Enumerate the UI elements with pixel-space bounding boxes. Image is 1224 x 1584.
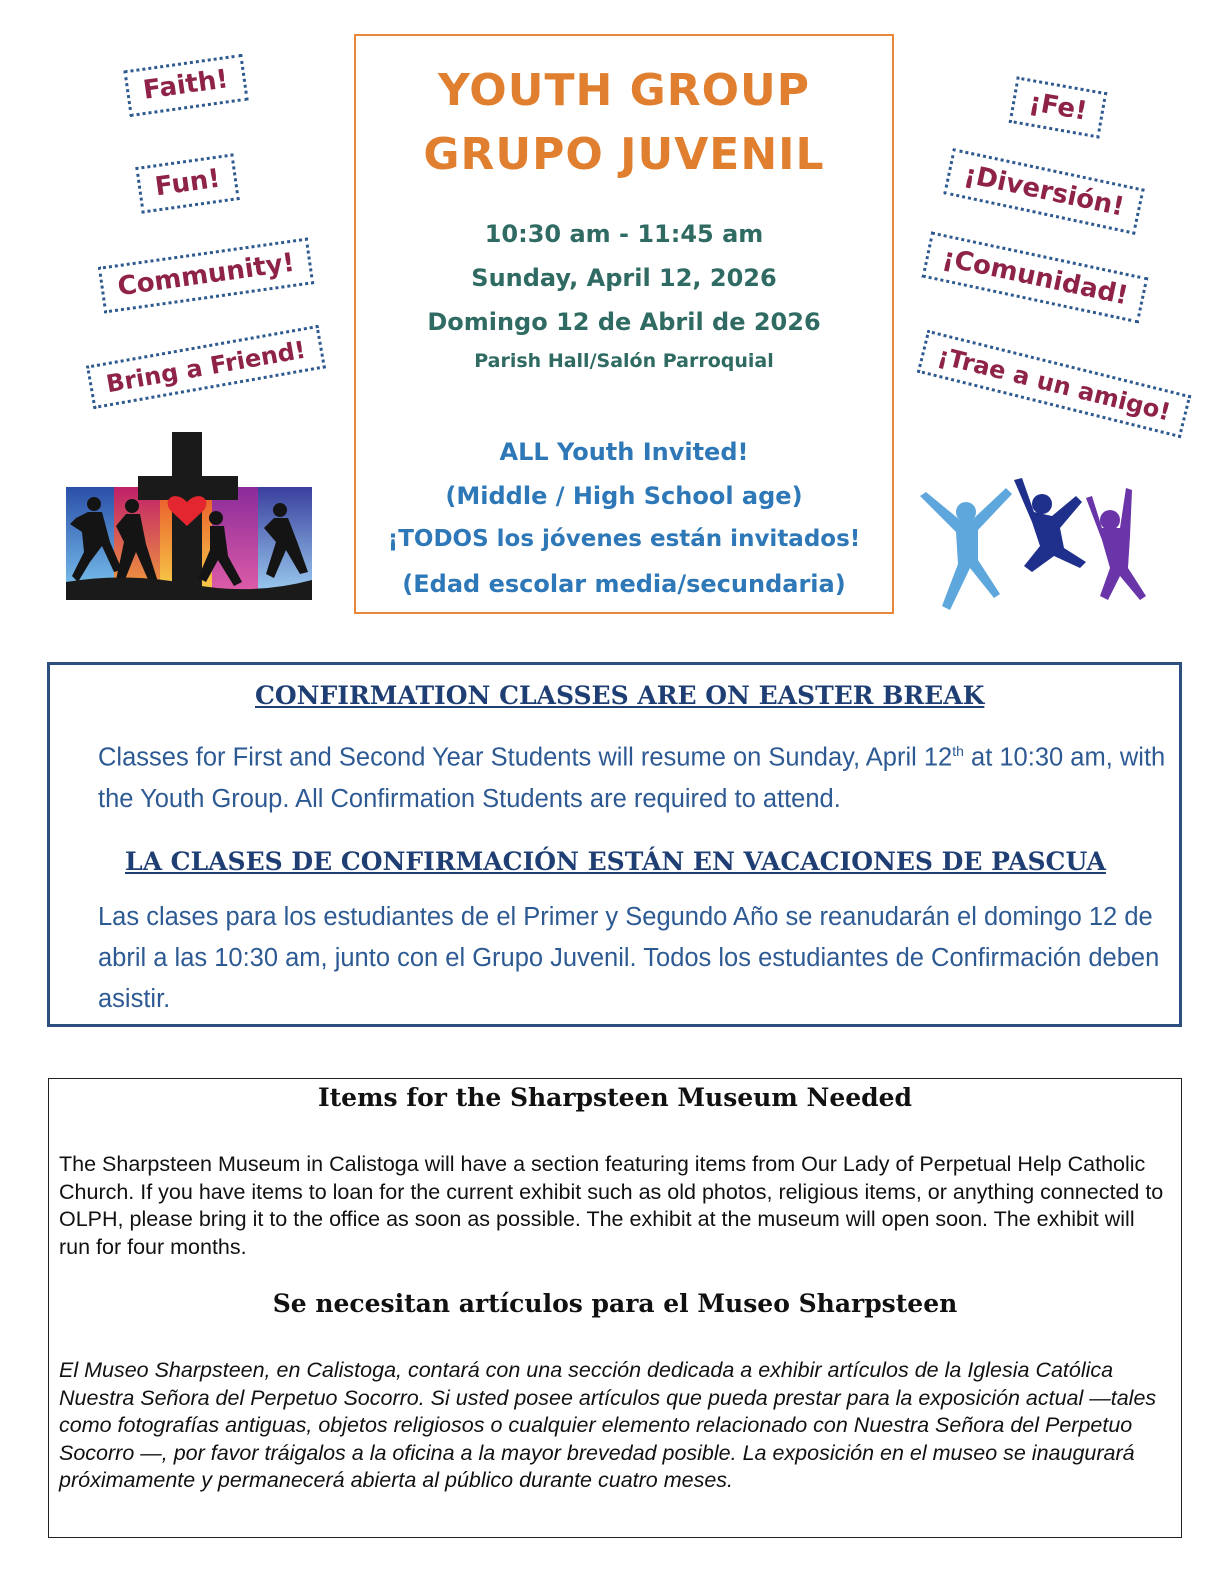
youth-title-en: YOUTH GROUP [438,65,810,116]
youth-location: Parish Hall/Salón Parroquial [474,350,774,372]
confirmation-heading-en: CONFIRMATION CLASSES ARE ON EASTER BREAK [255,681,985,710]
youth-invite-es: ¡TODOS los jóvenes están invitados! [387,526,861,552]
youth-date-es: Domingo 12 de Abril de 2026 [427,308,821,336]
youth-age-en: (Middle / High School age) [445,482,803,510]
confirmation-heading-es: LA CLASES DE CONFIRMACIÓN ESTÁN EN VACACIONES DE PASCUA [125,847,1106,876]
museum-body-es: El Museo Sharpsteen, en Calistoga, contará con una sección dedicada a exhibir artículos de la Iglesia Católica Nuestra Señora del Perpetuo Socorro. Si usted posee artículos que pueda prestar para la exposición actual —tales como fotografías antiguas, objetos religiosos o cualquier elemento relacionado con Nuestra Señora del Perpetuo Socorro —, por favor tráigalos a la oficina a la mayor brevedad posible. La exposición en el museo se inaugurará próximamente y permanecerá abierta al público durante cuatro meses. [59,1358,1157,1492]
tag-diversion: ¡Diversión! [943,148,1145,234]
confirmation-body-es: Las clases para los estudiantes de el Primer y Segundo Año se reanudarán el domingo 12 de abril a las 10:30 am, junto con el Grupo Juvenil. Todos los estudiantes de Confirmación deben asistir. [98,903,1160,1013]
youth-invite-en: ALL Youth Invited! [499,438,749,466]
tag-fe: ¡Fe! [1009,76,1108,138]
tag-fun: Fun! [135,153,240,213]
youth-age-es: (Edad escolar media/secundaria) [402,570,846,598]
youth-title-es: GRUPO JUVENIL [423,129,825,180]
tag-faith: Faith! [123,54,248,117]
youth-group-box [354,34,894,614]
tag-trae-un-amigo: ¡Trae a un amigo! [917,330,1192,439]
youth-date-en: Sunday, April 12, 2026 [471,264,777,292]
confirmation-box [47,662,1182,1027]
museum-box [48,1078,1182,1538]
museum-heading-es: Se necesitan artículos para el Museo Sharpsteen [272,1289,958,1318]
tag-bring-a-friend: Bring a Friend! [86,325,326,410]
museum-body-en: The Sharpsteen Museum in Calistoga will have a section featuring items from Our Lady of Perpetual Help Catholic Church. If you have items to loan for the current exhibit such as old photos, religious items, or anything connected to OLPH, please bring it to the office as soon as possible. The exhibit at the museum will open soon. The exhibit will run for four months. [59,1152,1164,1259]
tag-community: Community! [98,237,315,313]
jumping-figures-image [914,476,1150,618]
youth-time: 10:30 am - 11:45 am [484,220,764,248]
tag-comunidad: ¡Comunidad! [922,231,1149,323]
cross-heart-silhouettes-image [66,432,312,600]
confirmation-body-en: Classes for First and Second Year Students will resume on Sunday, April 12th at 10:30 am, with the Youth Group. All Confirmation Students are required to attend. [98,743,1166,813]
museum-heading-en: Items for the Sharpsteen Museum Needed [317,1083,913,1112]
